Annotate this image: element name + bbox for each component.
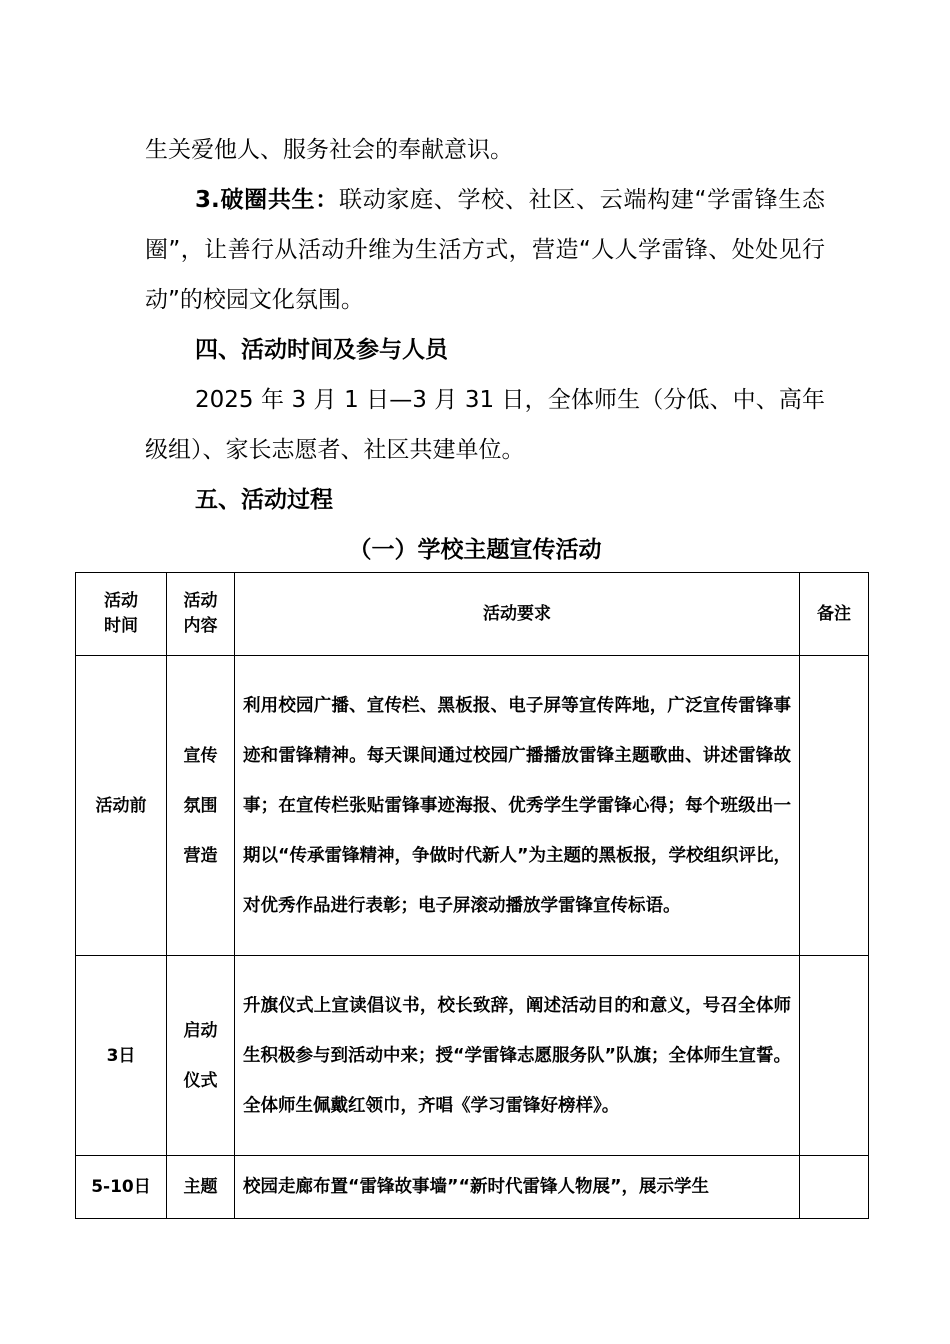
row-content xyxy=(167,956,235,1156)
content-line: 营造 xyxy=(183,845,218,866)
row-time: 活动前 xyxy=(76,656,167,956)
content-line: 宣传 xyxy=(183,745,218,766)
paragraph-breakthrough xyxy=(145,175,825,325)
row-requirement: 校园走廊布置“雷锋故事墙”“新时代雷锋人物展”，展示学生 xyxy=(235,1156,800,1219)
row-content xyxy=(167,656,235,956)
header-text: 时间 xyxy=(104,616,138,636)
table-header-row xyxy=(76,573,869,656)
paragraph-time-participants xyxy=(145,375,825,475)
table-row xyxy=(76,656,869,956)
row-content xyxy=(167,1156,235,1219)
header-activity-content xyxy=(167,573,235,656)
table-title: （一）学校主题宣传活动 xyxy=(348,537,602,563)
section-heading-process: 五、活动过程 xyxy=(195,487,333,513)
paragraph-dedication xyxy=(145,125,825,175)
row-time: 5-10日 xyxy=(76,1156,167,1219)
paragraph-text: 2025 年 3 月 1 日—3 月 31 日，全体师生（分低、中、高年级组）、家长志愿者、社区共建单位。 xyxy=(145,387,825,463)
paragraph-lead-bold: 3.破圈共生： xyxy=(195,187,339,213)
header-activity-time xyxy=(76,573,167,656)
activity-table xyxy=(75,572,869,1219)
row-time: 3日 xyxy=(76,956,167,1156)
paragraph-text: 联动家庭、学校、社区、云端构建“学雷锋生态圈”，让善行从活动升维为生活方式，营造“人人学雷锋、处处见行动”的校园文化氛围。 xyxy=(145,187,825,313)
header-activity-requirement: 活动要求 xyxy=(235,573,800,656)
paragraph-text: 生关爱他人、服务社会的奉献意识。 xyxy=(145,137,513,163)
header-text: 活动 xyxy=(183,591,218,611)
row-requirement: 利用校园广播、宣传栏、黑板报、电子屏等宣传阵地，广泛宣传雷锋事迹和雷锋精神。每天课间通过校园广播播放雷锋主题歌曲、讲述雷锋故事；在宣传栏张贴雷锋事迹海报、优秀学生学雷锋心得；每个班级出一期以“传承雷锋精神，争做时代新人”为主题的黑板报，学校组织评比，对优秀作品进行表彰；电子屏滚动播放学雷锋宣传标语。 xyxy=(235,656,800,956)
header-text: 内容 xyxy=(183,616,218,636)
table-row xyxy=(76,956,869,1156)
table-row xyxy=(76,1156,869,1219)
content-line: 仪式 xyxy=(183,1070,218,1091)
header-text: 活动 xyxy=(104,591,138,611)
section-heading-time-participants: 四、活动时间及参与人员 xyxy=(195,337,448,363)
row-requirement: 升旗仪式上宣读倡议书，校长致辞，阐述活动目的和意义，号召全体师生积极参与到活动中来；授“学雷锋志愿服务队”队旗；全体师生宣誓。全体师生佩戴红领巾，齐唱《学习雷锋好榜样》。 xyxy=(235,956,800,1156)
content-line: 启动 xyxy=(183,1020,218,1041)
row-remark xyxy=(800,956,869,1156)
row-remark xyxy=(800,1156,869,1219)
content-line: 主题 xyxy=(183,1177,218,1197)
header-remark: 备注 xyxy=(800,573,869,656)
row-remark xyxy=(800,656,869,956)
content-line: 氛围 xyxy=(183,795,218,816)
